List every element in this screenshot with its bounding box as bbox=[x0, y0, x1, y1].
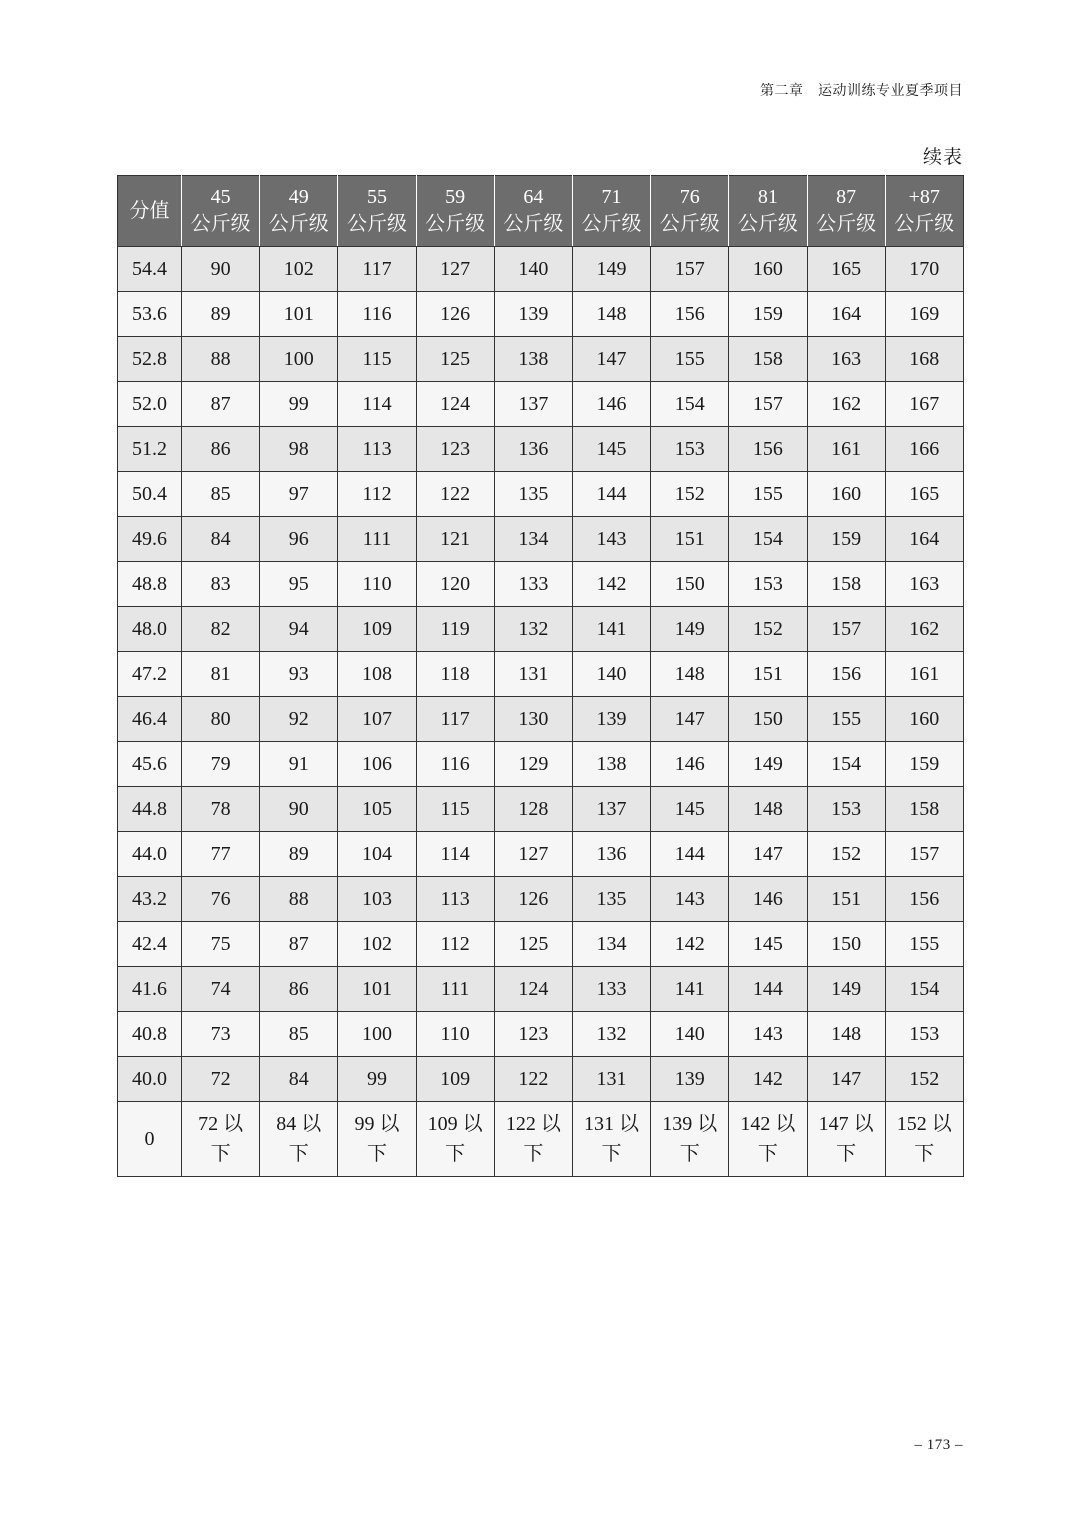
table-row bbox=[118, 922, 964, 967]
threshold-text: 99 以下 bbox=[354, 1113, 400, 1165]
result-cell: 90 bbox=[182, 247, 260, 292]
result-cell: 163 bbox=[885, 562, 963, 607]
result-cell: 149 bbox=[807, 967, 885, 1012]
result-cell: 159 bbox=[807, 517, 885, 562]
score-value-cell: 45.6 bbox=[118, 742, 182, 787]
weight-class-header bbox=[572, 176, 650, 247]
result-cell: 76 bbox=[182, 877, 260, 922]
result-cell: 127 bbox=[494, 832, 572, 877]
result-cell: 149 bbox=[572, 247, 650, 292]
threshold-cell bbox=[651, 1102, 729, 1177]
result-cell: 165 bbox=[885, 472, 963, 517]
result-cell: 92 bbox=[260, 697, 338, 742]
table-row bbox=[118, 382, 964, 427]
result-cell: 123 bbox=[494, 1012, 572, 1057]
result-cell: 140 bbox=[572, 652, 650, 697]
result-cell: 164 bbox=[885, 517, 963, 562]
result-cell: 78 bbox=[182, 787, 260, 832]
score-value-cell: 42.4 bbox=[118, 922, 182, 967]
result-cell: 130 bbox=[494, 697, 572, 742]
table-row bbox=[118, 967, 964, 1012]
weight-class-value: 71 bbox=[601, 186, 622, 208]
score-value-cell: 50.4 bbox=[118, 472, 182, 517]
result-cell: 113 bbox=[338, 427, 416, 472]
table-row bbox=[118, 337, 964, 382]
result-cell: 132 bbox=[572, 1012, 650, 1057]
weight-class-header bbox=[338, 176, 416, 247]
threshold-text: 152 以下 bbox=[896, 1113, 952, 1165]
table-row-below-threshold bbox=[118, 1102, 964, 1177]
weight-class-unit: 公斤级 bbox=[503, 213, 564, 235]
result-cell: 95 bbox=[260, 562, 338, 607]
result-cell: 124 bbox=[416, 382, 494, 427]
result-cell: 149 bbox=[651, 607, 729, 652]
result-cell: 101 bbox=[338, 967, 416, 1012]
weight-class-unit: 公斤级 bbox=[581, 213, 642, 235]
result-cell: 122 bbox=[494, 1057, 572, 1102]
result-cell: 160 bbox=[729, 247, 807, 292]
result-cell: 145 bbox=[572, 427, 650, 472]
result-cell: 141 bbox=[651, 967, 729, 1012]
threshold-text: 131 以下 bbox=[584, 1113, 640, 1165]
result-cell: 77 bbox=[182, 832, 260, 877]
score-column-header: 分值 bbox=[118, 176, 182, 247]
result-cell: 98 bbox=[260, 427, 338, 472]
result-cell: 154 bbox=[807, 742, 885, 787]
score-value-cell: 48.0 bbox=[118, 607, 182, 652]
result-cell: 154 bbox=[729, 517, 807, 562]
result-cell: 148 bbox=[807, 1012, 885, 1057]
score-value-cell: 51.2 bbox=[118, 427, 182, 472]
weight-class-value: 87 bbox=[836, 186, 857, 208]
weight-class-unit: 公斤级 bbox=[894, 213, 955, 235]
result-cell: 156 bbox=[729, 427, 807, 472]
result-cell: 150 bbox=[729, 697, 807, 742]
result-cell: 153 bbox=[885, 1012, 963, 1057]
result-cell: 82 bbox=[182, 607, 260, 652]
score-value-cell: 44.0 bbox=[118, 832, 182, 877]
weight-class-value: +87 bbox=[908, 186, 940, 208]
result-cell: 116 bbox=[338, 292, 416, 337]
result-cell: 117 bbox=[416, 697, 494, 742]
result-cell: 147 bbox=[729, 832, 807, 877]
result-cell: 86 bbox=[182, 427, 260, 472]
result-cell: 155 bbox=[729, 472, 807, 517]
table-row bbox=[118, 427, 964, 472]
result-cell: 102 bbox=[338, 922, 416, 967]
result-cell: 89 bbox=[182, 292, 260, 337]
weight-class-unit: 公斤级 bbox=[659, 213, 720, 235]
result-cell: 118 bbox=[416, 652, 494, 697]
result-cell: 145 bbox=[729, 922, 807, 967]
score-value-cell: 40.0 bbox=[118, 1057, 182, 1102]
score-value-cell: 52.8 bbox=[118, 337, 182, 382]
result-cell: 110 bbox=[338, 562, 416, 607]
result-cell: 151 bbox=[807, 877, 885, 922]
score-value-cell: 53.6 bbox=[118, 292, 182, 337]
result-cell: 143 bbox=[729, 1012, 807, 1057]
table-row bbox=[118, 472, 964, 517]
weight-class-unit: 公斤级 bbox=[737, 213, 798, 235]
result-cell: 151 bbox=[729, 652, 807, 697]
continued-label: 续表 bbox=[922, 147, 963, 168]
result-cell: 157 bbox=[807, 607, 885, 652]
weight-class-unit: 公斤级 bbox=[425, 213, 486, 235]
result-cell: 73 bbox=[182, 1012, 260, 1057]
result-cell: 119 bbox=[416, 607, 494, 652]
result-cell: 129 bbox=[494, 742, 572, 787]
score-value-cell: 40.8 bbox=[118, 1012, 182, 1057]
result-cell: 111 bbox=[338, 517, 416, 562]
threshold-text: 122 以下 bbox=[505, 1113, 561, 1165]
result-cell: 150 bbox=[651, 562, 729, 607]
result-cell: 88 bbox=[182, 337, 260, 382]
result-cell: 104 bbox=[338, 832, 416, 877]
result-cell: 96 bbox=[260, 517, 338, 562]
weight-class-header bbox=[260, 176, 338, 247]
result-cell: 145 bbox=[651, 787, 729, 832]
result-cell: 101 bbox=[260, 292, 338, 337]
result-cell: 81 bbox=[182, 652, 260, 697]
weight-class-unit: 公斤级 bbox=[346, 213, 407, 235]
weight-class-value: 59 bbox=[445, 186, 466, 208]
result-cell: 168 bbox=[885, 337, 963, 382]
table-row bbox=[118, 877, 964, 922]
result-cell: 156 bbox=[807, 652, 885, 697]
result-cell: 147 bbox=[572, 337, 650, 382]
table-row bbox=[118, 292, 964, 337]
result-cell: 100 bbox=[338, 1012, 416, 1057]
result-cell: 146 bbox=[651, 742, 729, 787]
result-cell: 137 bbox=[572, 787, 650, 832]
result-cell: 161 bbox=[885, 652, 963, 697]
result-cell: 139 bbox=[572, 697, 650, 742]
threshold-cell bbox=[338, 1102, 416, 1177]
result-cell: 148 bbox=[729, 787, 807, 832]
weight-class-value: 76 bbox=[679, 186, 700, 208]
result-cell: 144 bbox=[651, 832, 729, 877]
result-cell: 159 bbox=[885, 742, 963, 787]
result-cell: 161 bbox=[807, 427, 885, 472]
result-cell: 149 bbox=[729, 742, 807, 787]
result-cell: 151 bbox=[651, 517, 729, 562]
result-cell: 134 bbox=[572, 922, 650, 967]
result-cell: 110 bbox=[416, 1012, 494, 1057]
score-value-cell: 43.2 bbox=[118, 877, 182, 922]
result-cell: 138 bbox=[572, 742, 650, 787]
table-row bbox=[118, 562, 964, 607]
result-cell: 153 bbox=[729, 562, 807, 607]
result-cell: 75 bbox=[182, 922, 260, 967]
result-cell: 157 bbox=[729, 382, 807, 427]
result-cell: 107 bbox=[338, 697, 416, 742]
score-value-cell: 54.4 bbox=[118, 247, 182, 292]
result-cell: 94 bbox=[260, 607, 338, 652]
result-cell: 144 bbox=[729, 967, 807, 1012]
table-row bbox=[118, 1012, 964, 1057]
result-cell: 127 bbox=[416, 247, 494, 292]
table-body bbox=[118, 247, 964, 1177]
result-cell: 164 bbox=[807, 292, 885, 337]
threshold-cell bbox=[729, 1102, 807, 1177]
threshold-text: 84 以下 bbox=[276, 1113, 322, 1165]
result-cell: 141 bbox=[572, 607, 650, 652]
result-cell: 162 bbox=[885, 607, 963, 652]
result-cell: 155 bbox=[885, 922, 963, 967]
result-cell: 155 bbox=[651, 337, 729, 382]
weight-class-value: 49 bbox=[288, 186, 309, 208]
table-row bbox=[118, 697, 964, 742]
result-cell: 72 bbox=[182, 1057, 260, 1102]
result-cell: 166 bbox=[885, 427, 963, 472]
result-cell: 153 bbox=[807, 787, 885, 832]
result-cell: 160 bbox=[885, 697, 963, 742]
table-row bbox=[118, 832, 964, 877]
result-cell: 148 bbox=[651, 652, 729, 697]
result-cell: 154 bbox=[651, 382, 729, 427]
weight-class-value: 55 bbox=[366, 186, 387, 208]
result-cell: 144 bbox=[572, 472, 650, 517]
result-cell: 89 bbox=[260, 832, 338, 877]
result-cell: 85 bbox=[260, 1012, 338, 1057]
result-cell: 135 bbox=[572, 877, 650, 922]
score-value-cell: 47.2 bbox=[118, 652, 182, 697]
result-cell: 138 bbox=[494, 337, 572, 382]
result-cell: 148 bbox=[572, 292, 650, 337]
table-row bbox=[118, 1057, 964, 1102]
threshold-cell bbox=[182, 1102, 260, 1177]
result-cell: 87 bbox=[182, 382, 260, 427]
result-cell: 165 bbox=[807, 247, 885, 292]
threshold-text: 142 以下 bbox=[740, 1113, 796, 1165]
result-cell: 128 bbox=[494, 787, 572, 832]
score-table bbox=[117, 175, 964, 1177]
running-header: 第二章 运动训练专业夏季项目 bbox=[760, 84, 963, 99]
score-value-cell: 48.8 bbox=[118, 562, 182, 607]
threshold-cell bbox=[260, 1102, 338, 1177]
result-cell: 105 bbox=[338, 787, 416, 832]
result-cell: 74 bbox=[182, 967, 260, 1012]
table-row bbox=[118, 742, 964, 787]
result-cell: 126 bbox=[494, 877, 572, 922]
result-cell: 112 bbox=[416, 922, 494, 967]
score-value-cell: 52.0 bbox=[118, 382, 182, 427]
score-value-cell: 41.6 bbox=[118, 967, 182, 1012]
result-cell: 158 bbox=[885, 787, 963, 832]
result-cell: 125 bbox=[494, 922, 572, 967]
threshold-text: 72 以下 bbox=[198, 1113, 244, 1165]
result-cell: 152 bbox=[807, 832, 885, 877]
page-number: – 173 – bbox=[914, 1437, 963, 1453]
result-cell: 121 bbox=[416, 517, 494, 562]
result-cell: 157 bbox=[885, 832, 963, 877]
result-cell: 170 bbox=[885, 247, 963, 292]
result-cell: 114 bbox=[338, 382, 416, 427]
result-cell: 133 bbox=[494, 562, 572, 607]
table-row bbox=[118, 517, 964, 562]
threshold-cell bbox=[885, 1102, 963, 1177]
weight-class-header bbox=[729, 176, 807, 247]
result-cell: 136 bbox=[494, 427, 572, 472]
score-value-cell: 0 bbox=[118, 1102, 182, 1177]
result-cell: 91 bbox=[260, 742, 338, 787]
result-cell: 115 bbox=[416, 787, 494, 832]
result-cell: 142 bbox=[572, 562, 650, 607]
result-cell: 111 bbox=[416, 967, 494, 1012]
table-row bbox=[118, 607, 964, 652]
result-cell: 97 bbox=[260, 472, 338, 517]
result-cell: 158 bbox=[729, 337, 807, 382]
result-cell: 158 bbox=[807, 562, 885, 607]
result-cell: 167 bbox=[885, 382, 963, 427]
result-cell: 169 bbox=[885, 292, 963, 337]
result-cell: 86 bbox=[260, 967, 338, 1012]
weight-class-header bbox=[651, 176, 729, 247]
result-cell: 142 bbox=[651, 922, 729, 967]
result-cell: 88 bbox=[260, 877, 338, 922]
score-value-cell: 44.8 bbox=[118, 787, 182, 832]
result-cell: 103 bbox=[338, 877, 416, 922]
weight-class-value: 81 bbox=[757, 186, 778, 208]
result-cell: 133 bbox=[572, 967, 650, 1012]
threshold-text: 139 以下 bbox=[662, 1113, 718, 1165]
result-cell: 159 bbox=[729, 292, 807, 337]
score-value-cell: 46.4 bbox=[118, 697, 182, 742]
result-cell: 132 bbox=[494, 607, 572, 652]
result-cell: 147 bbox=[651, 697, 729, 742]
result-cell: 115 bbox=[338, 337, 416, 382]
result-cell: 131 bbox=[572, 1057, 650, 1102]
result-cell: 93 bbox=[260, 652, 338, 697]
result-cell: 139 bbox=[494, 292, 572, 337]
threshold-cell bbox=[572, 1102, 650, 1177]
result-cell: 100 bbox=[260, 337, 338, 382]
result-cell: 122 bbox=[416, 472, 494, 517]
result-cell: 123 bbox=[416, 427, 494, 472]
result-cell: 87 bbox=[260, 922, 338, 967]
threshold-cell bbox=[494, 1102, 572, 1177]
result-cell: 114 bbox=[416, 832, 494, 877]
result-cell: 140 bbox=[651, 1012, 729, 1057]
result-cell: 160 bbox=[807, 472, 885, 517]
result-cell: 154 bbox=[885, 967, 963, 1012]
result-cell: 112 bbox=[338, 472, 416, 517]
weight-class-header bbox=[494, 176, 572, 247]
result-cell: 143 bbox=[572, 517, 650, 562]
weight-class-unit: 公斤级 bbox=[816, 213, 877, 235]
score-value-cell: 49.6 bbox=[118, 517, 182, 562]
result-cell: 85 bbox=[182, 472, 260, 517]
table-row bbox=[118, 787, 964, 832]
weight-class-header bbox=[885, 176, 963, 247]
result-cell: 80 bbox=[182, 697, 260, 742]
result-cell: 84 bbox=[260, 1057, 338, 1102]
result-cell: 106 bbox=[338, 742, 416, 787]
result-cell: 156 bbox=[651, 292, 729, 337]
result-cell: 139 bbox=[651, 1057, 729, 1102]
result-cell: 120 bbox=[416, 562, 494, 607]
result-cell: 146 bbox=[572, 382, 650, 427]
result-cell: 150 bbox=[807, 922, 885, 967]
result-cell: 116 bbox=[416, 742, 494, 787]
result-cell: 102 bbox=[260, 247, 338, 292]
threshold-text: 147 以下 bbox=[818, 1113, 874, 1165]
result-cell: 90 bbox=[260, 787, 338, 832]
result-cell: 137 bbox=[494, 382, 572, 427]
result-cell: 117 bbox=[338, 247, 416, 292]
result-cell: 143 bbox=[651, 877, 729, 922]
result-cell: 162 bbox=[807, 382, 885, 427]
result-cell: 125 bbox=[416, 337, 494, 382]
result-cell: 109 bbox=[416, 1057, 494, 1102]
result-cell: 155 bbox=[807, 697, 885, 742]
result-cell: 156 bbox=[885, 877, 963, 922]
result-cell: 152 bbox=[651, 472, 729, 517]
result-cell: 99 bbox=[338, 1057, 416, 1102]
result-cell: 126 bbox=[416, 292, 494, 337]
table-row bbox=[118, 247, 964, 292]
table-row bbox=[118, 652, 964, 697]
weight-class-unit: 公斤级 bbox=[268, 213, 329, 235]
result-cell: 163 bbox=[807, 337, 885, 382]
result-cell: 135 bbox=[494, 472, 572, 517]
result-cell: 136 bbox=[572, 832, 650, 877]
result-cell: 113 bbox=[416, 877, 494, 922]
weight-class-value: 64 bbox=[523, 186, 544, 208]
result-cell: 147 bbox=[807, 1057, 885, 1102]
result-cell: 146 bbox=[729, 877, 807, 922]
result-cell: 84 bbox=[182, 517, 260, 562]
result-cell: 152 bbox=[885, 1057, 963, 1102]
threshold-cell bbox=[807, 1102, 885, 1177]
result-cell: 153 bbox=[651, 427, 729, 472]
result-cell: 142 bbox=[729, 1057, 807, 1102]
weight-class-unit: 公斤级 bbox=[190, 213, 251, 235]
result-cell: 109 bbox=[338, 607, 416, 652]
threshold-cell bbox=[416, 1102, 494, 1177]
result-cell: 131 bbox=[494, 652, 572, 697]
weight-class-value: 45 bbox=[210, 186, 231, 208]
threshold-text: 109 以下 bbox=[427, 1113, 483, 1165]
result-cell: 79 bbox=[182, 742, 260, 787]
result-cell: 134 bbox=[494, 517, 572, 562]
result-cell: 83 bbox=[182, 562, 260, 607]
weight-class-header bbox=[182, 176, 260, 247]
result-cell: 152 bbox=[729, 607, 807, 652]
weight-class-header bbox=[807, 176, 885, 247]
result-cell: 108 bbox=[338, 652, 416, 697]
result-cell: 99 bbox=[260, 382, 338, 427]
result-cell: 140 bbox=[494, 247, 572, 292]
table-header-row bbox=[118, 176, 964, 247]
result-cell: 157 bbox=[651, 247, 729, 292]
weight-class-header bbox=[416, 176, 494, 247]
result-cell: 124 bbox=[494, 967, 572, 1012]
